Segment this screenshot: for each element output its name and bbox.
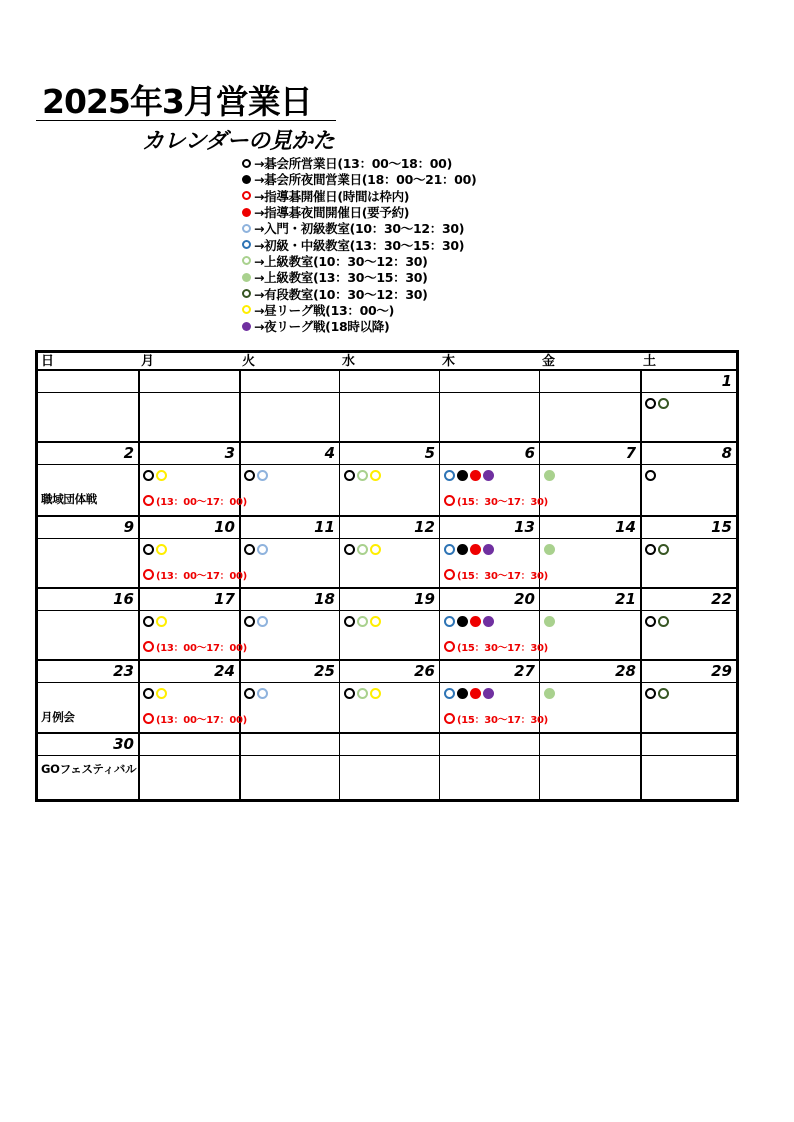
- open-blue-circle-icon: [242, 240, 251, 249]
- open-lightblue-circle-icon: [257, 616, 268, 627]
- schedule-icons: [544, 688, 557, 699]
- open-darkgreen-circle-icon: [658, 544, 669, 555]
- weekday-header: 火: [242, 354, 256, 369]
- filled-black-circle-icon: [242, 175, 251, 184]
- legend-item: [242, 171, 476, 187]
- open-red-circle-icon: [444, 713, 455, 724]
- open-red-circle-icon: [444, 495, 455, 506]
- schedule-icons: [645, 470, 658, 481]
- grid-line: [640, 370, 642, 799]
- lesson-time: [444, 567, 548, 582]
- open-black-circle-icon: [645, 616, 656, 627]
- lesson-time-label: (15：30〜17：30): [457, 643, 548, 654]
- day-number: 23: [113, 662, 134, 680]
- open-lightblue-circle-icon: [257, 544, 268, 555]
- open-yellow-circle-icon: [370, 688, 381, 699]
- lesson-time-label: (15：30〜17：30): [457, 715, 548, 726]
- schedule-icons: [344, 688, 383, 699]
- legend-label: →初級・中級教室(13：30〜15：30): [254, 237, 465, 253]
- day-number: 6: [524, 444, 535, 462]
- schedule-icons: [244, 470, 270, 481]
- filled-purple-circle-icon: [483, 544, 494, 555]
- schedule-icons: [544, 616, 557, 627]
- day-number: 22: [711, 590, 732, 608]
- grid-line: [239, 370, 241, 799]
- open-darkgreen-circle-icon: [658, 398, 669, 409]
- open-black-circle-icon: [242, 159, 251, 168]
- open-black-circle-icon: [244, 616, 255, 627]
- lesson-time: [444, 711, 548, 726]
- filled-black-circle-icon: [457, 470, 468, 481]
- day-number: 13: [514, 518, 535, 536]
- open-lightgreen-circle-icon: [242, 256, 251, 265]
- legend-label: →上級教室(13：30〜15：30): [254, 270, 428, 286]
- day-number: 30: [113, 735, 134, 753]
- schedule-icons: [344, 616, 383, 627]
- calendar-grid: [35, 350, 739, 802]
- schedule-icons: [244, 688, 270, 699]
- open-black-circle-icon: [143, 688, 154, 699]
- open-red-circle-icon: [143, 495, 154, 506]
- legend-label: →碁会所営業日(13：00〜18：00): [254, 156, 452, 172]
- legend-item: [242, 155, 476, 171]
- weekday-header: 土: [643, 354, 657, 369]
- title-underline: [36, 120, 336, 121]
- day-number: 3: [224, 444, 235, 462]
- filled-red-circle-icon: [470, 616, 481, 627]
- open-lightgreen-circle-icon: [357, 544, 368, 555]
- filled-lightgreen-circle-icon: [544, 470, 555, 481]
- open-black-circle-icon: [143, 544, 154, 555]
- event-label: 職域団体戦: [41, 492, 97, 506]
- open-black-circle-icon: [645, 544, 656, 555]
- filled-purple-circle-icon: [483, 688, 494, 699]
- day-number: 10: [214, 518, 235, 536]
- weekday-header: 木: [442, 354, 456, 369]
- day-number: 4: [324, 444, 335, 462]
- grid-line: [38, 755, 736, 756]
- open-black-circle-icon: [143, 470, 154, 481]
- schedule-icons: [645, 544, 671, 555]
- legend-label: →指導碁開催日(時間は枠内): [254, 188, 410, 204]
- grid-line: [38, 464, 736, 465]
- open-lightgreen-circle-icon: [357, 688, 368, 699]
- event-label: GOフェスティバル: [41, 762, 137, 776]
- lesson-time: [143, 711, 247, 726]
- day-number: 8: [721, 444, 732, 462]
- day-number: 26: [414, 662, 435, 680]
- weekday-header: 水: [342, 354, 356, 369]
- lesson-time: [444, 639, 548, 654]
- schedule-icons: [645, 398, 671, 409]
- day-number: 11: [314, 518, 335, 536]
- schedule-icons: [143, 470, 169, 481]
- filled-purple-circle-icon: [483, 616, 494, 627]
- legend-label: →有段教室(10：30〜12：30): [254, 286, 428, 302]
- open-red-circle-icon: [444, 641, 455, 652]
- filled-red-circle-icon: [470, 544, 481, 555]
- weekday-header: 月: [141, 354, 155, 369]
- schedule-icons: [143, 616, 169, 627]
- open-black-circle-icon: [344, 688, 355, 699]
- open-black-circle-icon: [344, 470, 355, 481]
- page-title: 2025年3月営業日: [42, 82, 312, 121]
- lesson-time-label: (15：30〜17：30): [457, 497, 548, 508]
- legend-label: →碁会所夜間営業日(18：00〜21：00): [254, 172, 477, 188]
- open-lightblue-circle-icon: [242, 224, 251, 233]
- open-blue-circle-icon: [444, 688, 455, 699]
- legend-item: [242, 285, 476, 301]
- open-red-circle-icon: [444, 569, 455, 580]
- lesson-time: [143, 567, 247, 582]
- day-number: 14: [615, 518, 636, 536]
- day-number: 18: [314, 590, 335, 608]
- day-number: 1: [721, 372, 732, 390]
- day-number: 28: [615, 662, 636, 680]
- filled-red-circle-icon: [470, 470, 481, 481]
- legend-item: [242, 269, 476, 285]
- schedule-icons: [444, 688, 496, 699]
- open-yellow-circle-icon: [156, 544, 167, 555]
- open-black-circle-icon: [344, 616, 355, 627]
- open-red-circle-icon: [143, 713, 154, 724]
- open-blue-circle-icon: [444, 544, 455, 555]
- filled-purple-circle-icon: [242, 322, 251, 331]
- open-blue-circle-icon: [444, 470, 455, 481]
- open-red-circle-icon: [242, 191, 251, 200]
- open-black-circle-icon: [244, 688, 255, 699]
- open-darkgreen-circle-icon: [658, 616, 669, 627]
- filled-lightgreen-circle-icon: [544, 688, 555, 699]
- legend-item: [242, 220, 476, 236]
- schedule-icons: [244, 544, 270, 555]
- grid-line: [38, 392, 736, 393]
- day-number: 7: [625, 444, 636, 462]
- day-number: 21: [615, 590, 636, 608]
- grid-line: [38, 369, 736, 371]
- legend-label: →夜リーグ戦(18時以降): [254, 319, 390, 335]
- day-number: 27: [514, 662, 535, 680]
- grid-line: [539, 370, 540, 799]
- schedule-icons: [143, 688, 169, 699]
- filled-red-circle-icon: [242, 208, 251, 217]
- legend-item: [242, 253, 476, 269]
- schedule-icons: [344, 470, 383, 481]
- open-red-circle-icon: [143, 641, 154, 652]
- event-label: 月例会: [41, 710, 75, 724]
- day-number: 2: [123, 444, 134, 462]
- schedule-icons: [444, 470, 496, 481]
- filled-lightgreen-circle-icon: [544, 544, 555, 555]
- schedule-icons: [645, 616, 671, 627]
- day-number: 15: [711, 518, 732, 536]
- grid-line: [38, 610, 736, 611]
- legend-label: →上級教室(10：30〜12：30): [254, 253, 428, 269]
- lesson-time-label: (15：30〜17：30): [457, 571, 548, 582]
- day-number: 25: [314, 662, 335, 680]
- open-yellow-circle-icon: [242, 305, 251, 314]
- lesson-time: [143, 639, 247, 654]
- grid-line: [439, 370, 440, 799]
- legend-item: [242, 204, 476, 220]
- filled-lightgreen-circle-icon: [242, 273, 251, 282]
- day-number: 9: [123, 518, 134, 536]
- schedule-icons: [645, 688, 671, 699]
- day-number: 16: [113, 590, 134, 608]
- day-number: 19: [414, 590, 435, 608]
- filled-black-circle-icon: [457, 616, 468, 627]
- schedule-icons: [544, 470, 557, 481]
- weekday-header: 日: [41, 354, 55, 369]
- open-lightgreen-circle-icon: [357, 470, 368, 481]
- schedule-icons: [544, 544, 557, 555]
- legend-item: [242, 236, 476, 252]
- legend-item: [242, 188, 476, 204]
- open-lightgreen-circle-icon: [357, 616, 368, 627]
- open-yellow-circle-icon: [156, 616, 167, 627]
- open-lightblue-circle-icon: [257, 470, 268, 481]
- legend: [242, 155, 476, 334]
- open-black-circle-icon: [645, 688, 656, 699]
- grid-line: [38, 732, 736, 734]
- open-black-circle-icon: [244, 470, 255, 481]
- schedule-icons: [143, 544, 169, 555]
- day-number: 17: [214, 590, 235, 608]
- open-yellow-circle-icon: [370, 544, 381, 555]
- open-blue-circle-icon: [444, 616, 455, 627]
- weekday-header: 金: [542, 354, 556, 369]
- open-yellow-circle-icon: [156, 470, 167, 481]
- open-black-circle-icon: [143, 616, 154, 627]
- filled-lightgreen-circle-icon: [544, 616, 555, 627]
- day-number: 20: [514, 590, 535, 608]
- legend-item: [242, 318, 476, 334]
- legend-label: →昼リーグ戦(13：00〜): [254, 302, 394, 318]
- open-darkgreen-circle-icon: [242, 289, 251, 298]
- lesson-time-label: (13：00〜17：00): [156, 715, 247, 726]
- open-lightblue-circle-icon: [257, 688, 268, 699]
- day-number: 12: [414, 518, 435, 536]
- legend-label: →指導碁夜間開催日(要予約): [254, 205, 410, 221]
- legend-item: [242, 302, 476, 318]
- grid-line: [138, 370, 140, 799]
- day-number: 5: [424, 444, 435, 462]
- schedule-icons: [444, 544, 496, 555]
- lesson-time: [143, 493, 247, 508]
- open-yellow-circle-icon: [156, 688, 167, 699]
- filled-red-circle-icon: [470, 688, 481, 699]
- open-darkgreen-circle-icon: [658, 688, 669, 699]
- lesson-time-label: (13：00〜17：00): [156, 497, 247, 508]
- lesson-time: [444, 493, 548, 508]
- legend-label: →入門・初級教室(10：30〜12：30): [254, 221, 465, 237]
- lesson-time-label: (13：00〜17：00): [156, 643, 247, 654]
- schedule-icons: [344, 544, 383, 555]
- open-black-circle-icon: [344, 544, 355, 555]
- open-black-circle-icon: [244, 544, 255, 555]
- grid-line: [38, 538, 736, 539]
- open-yellow-circle-icon: [370, 616, 381, 627]
- day-number: 24: [214, 662, 235, 680]
- legend-heading: カレンダーの見かた: [142, 129, 335, 154]
- schedule-icons: [444, 616, 496, 627]
- open-red-circle-icon: [143, 569, 154, 580]
- schedule-icons: [244, 616, 270, 627]
- open-black-circle-icon: [645, 470, 656, 481]
- grid-line: [339, 370, 340, 799]
- lesson-time-label: (13：00〜17：00): [156, 571, 247, 582]
- grid-line: [38, 682, 736, 683]
- open-black-circle-icon: [645, 398, 656, 409]
- day-number: 29: [711, 662, 732, 680]
- filled-black-circle-icon: [457, 688, 468, 699]
- filled-black-circle-icon: [457, 544, 468, 555]
- open-yellow-circle-icon: [370, 470, 381, 481]
- filled-purple-circle-icon: [483, 470, 494, 481]
